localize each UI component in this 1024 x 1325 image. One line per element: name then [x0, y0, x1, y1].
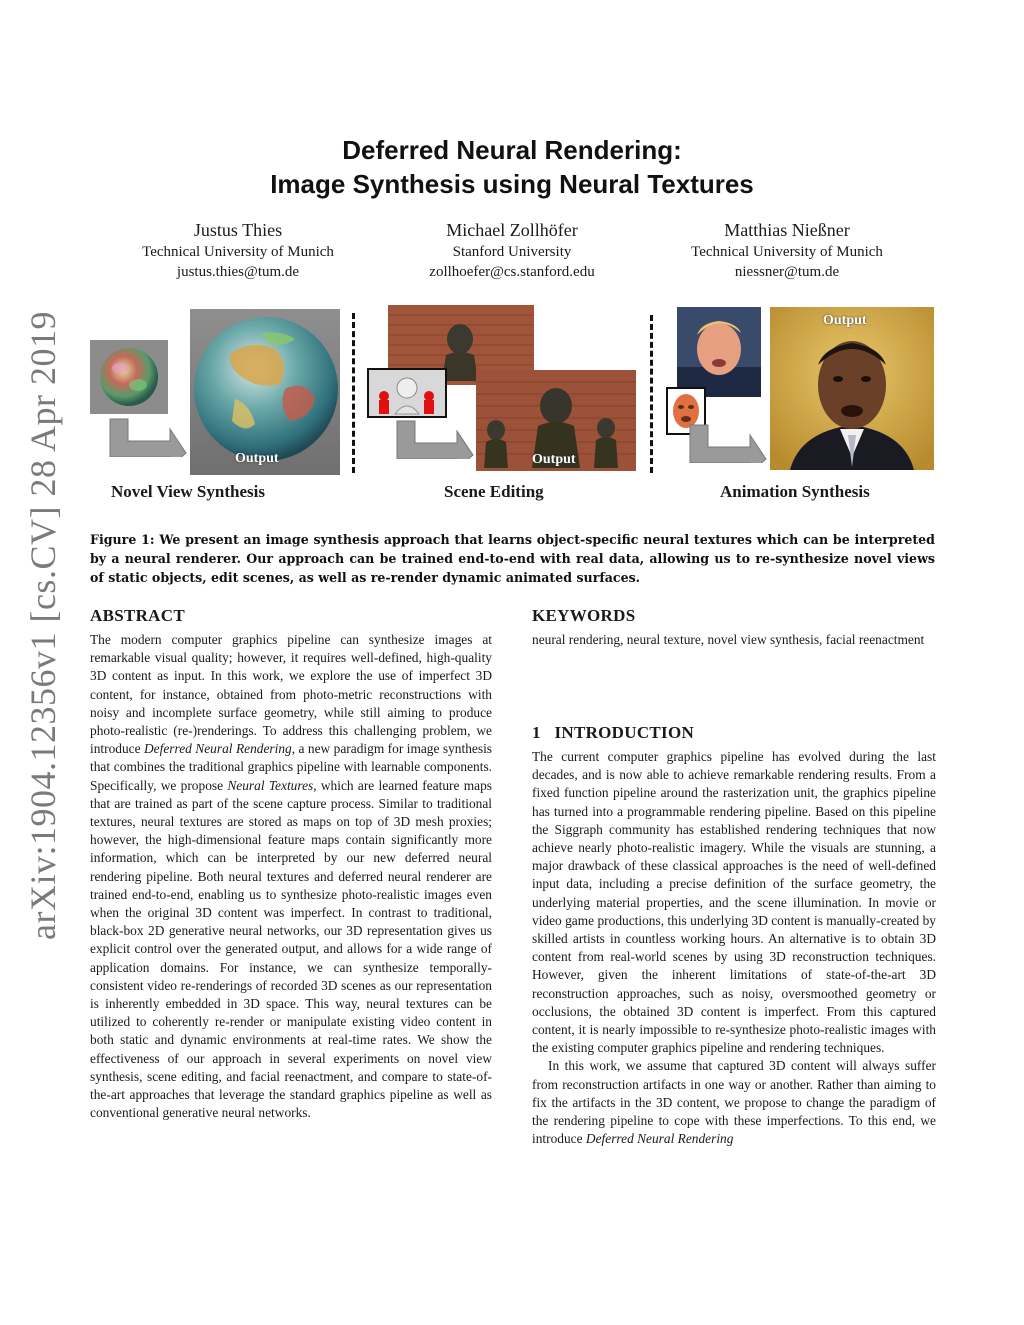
- label-animation-synthesis: Animation Synthesis: [720, 482, 870, 501]
- arrow-icon: [688, 423, 768, 463]
- output-label: Output: [823, 313, 867, 328]
- abstract-emphasis-2: Neural Textures: [227, 777, 314, 793]
- panel-divider: [650, 315, 653, 473]
- arrow-icon: [108, 417, 188, 457]
- author-email: niessner@tum.de: [734, 264, 840, 280]
- introduction-paragraph-2: In this work, we assume that captured 3D content will always suffer from reconstruction artifacts in one way or another. Rather than aiming to fix the artifacts in the 3D content, we propose to change the paradigm of the rendering pipeline to cope with these imperfections. To this end, we introduce: [532, 1058, 936, 1147]
- author-name: Justus Thies: [193, 220, 283, 240]
- figure-caption: Figure 1: We present an image synthesis approach that learns object-specific neural textures which can be interpreted by a neural renderer. Our approach can be trained end-to-end with real data, allowing us to re-synthesize novel views of static objects, edit scenes, as well as re-render dynamic animated surfaces.: [90, 532, 935, 585]
- edit-mask-image: [367, 368, 447, 418]
- teaser-figure: [90, 305, 940, 515]
- author-affiliation: Technical University of Munich: [691, 244, 883, 260]
- introduction-emphasis: Deferred Neural Rendering: [585, 1131, 734, 1147]
- paper-title: [0, 133, 1024, 201]
- reenacted-face-image: [770, 307, 934, 470]
- introduction-body: [532, 748, 936, 1148]
- author-affiliation: Stanford University: [452, 244, 572, 260]
- label-novel-view-synthesis: Novel View Synthesis: [111, 482, 265, 501]
- abstract-text-1: The modern computer graphics pipeline can synthesize images at remarkable visual quality; however, it requires well-defined, high-quality 3D content as input. In this work, we explore the use of imperfect 3D content, for instance, obtained from photo-metric reconstructions with noisy and incomplete surface geometry, while still aiming to produce photo-realistic (re-)renderings. To address this challenging problem, we introduce: [90, 632, 492, 757]
- author-2: [362, 218, 662, 282]
- title-line-2: Image Synthesis using Neural Textures: [270, 169, 754, 199]
- input-globe-image: [90, 340, 168, 414]
- keywords-heading: KEYWORDS: [532, 606, 636, 625]
- output-label: Output: [532, 452, 576, 467]
- panel-divider: [352, 313, 355, 473]
- introduction-paragraph-1: The current computer graphics pipeline has evolved during the last decades, and is now able to achieve remarkable rendering results. From a fixed function pipeline around the rasterization unit, the graphics pipeline has turned into a programmable rendering pipeline. Based on this pipeline the Siggraph community has established rendering techniques that now achieve nearly photo-realistic imagery. While the visuals are stunning, a major drawback of these classical approaches is the need of well-defined input data, including a precise definition of the surface geometry, the underlying material properties, and the scene illumination. In movie or video game productions, this underlying 3D content is manually-created by skilled artists in countless working hours. An alternative is to obtain 3D content from real-world scenes by using 3D reconstruction techniques. However, given the inherent limitations of state-of-the-art 3D reconstruction approaches, such as noisy, oversmoothed geometry or occlusions, the obtained 3D content is imperfect. From this captured content, it is nearly impossible to re-synthesize photo-realistic images with the existing computer graphics pipeline and rendering techniques.: [532, 749, 936, 1056]
- source-actor-image: [677, 307, 761, 397]
- author-affiliation: Technical University of Munich: [142, 244, 334, 260]
- abstract-body: [90, 631, 492, 1122]
- introduction-heading: 1 INTRODUCTION: [532, 723, 695, 742]
- abstract-text-3: , which are learned feature maps that are trained as part of the scene capture process. Similar to traditional textures, neural textures are stored as maps on top of 3D mesh proxies; however, the high-dimensional feature maps contain significantly more information, which can be interpreted by our new deferred neural rendering pipeline. Both neural textures and deferred neural renderer are trained end-to-end, enabling us to synthesize photo-realistic images even when the original 3D content was imperfect. In contrast to traditional, black-box 2D generative neural networks, our 3D representation gives us explicit control over the generated output, and allows for a wide range of application domains. For instance, we can synthesize temporally-consistent video re-renderings of recorded 3D scenes as our representation is inherently embedded in 3D space. This way, neural textures can be utilized to coherently re-render or manipulate existing video content in both static and dynamic environments at real-time rates. We show the effectiveness of our approach in several experiments on novel view synthesis, scene editing, and facial reenactment, and compare to state-of-the-art approaches that leverage the standard graphics pipeline as well as conventional generative neural networks.: [90, 777, 492, 1121]
- keywords-text: neural rendering, neural texture, novel view synthesis, facial reenactment: [532, 632, 925, 647]
- author-name: Michael Zollhöfer: [446, 220, 578, 240]
- title-line-1: Deferred Neural Rendering:: [342, 135, 682, 165]
- author-email: justus.thies@tum.de: [176, 264, 300, 280]
- output-label: Output: [235, 451, 279, 466]
- abstract-text-2: , a new paradigm for image synthesis that combines the traditional graphics pipeline with learnable components. Specifically, we propose: [90, 741, 492, 793]
- author-3: [637, 218, 937, 282]
- arxiv-identifier: arXiv:1904.12356v1 [cs.CV] 28 Apr 2019: [23, 311, 63, 940]
- abstract-heading: ABSTRACT: [90, 606, 185, 625]
- abstract-emphasis-1: Deferred Neural Rendering: [144, 741, 292, 757]
- author-name: Matthias Nießner: [724, 220, 850, 240]
- arrow-icon: [395, 419, 475, 459]
- author-email: zollhoefer@cs.stanford.edu: [429, 264, 595, 280]
- label-scene-editing: Scene Editing: [444, 482, 544, 501]
- author-1: [88, 218, 388, 282]
